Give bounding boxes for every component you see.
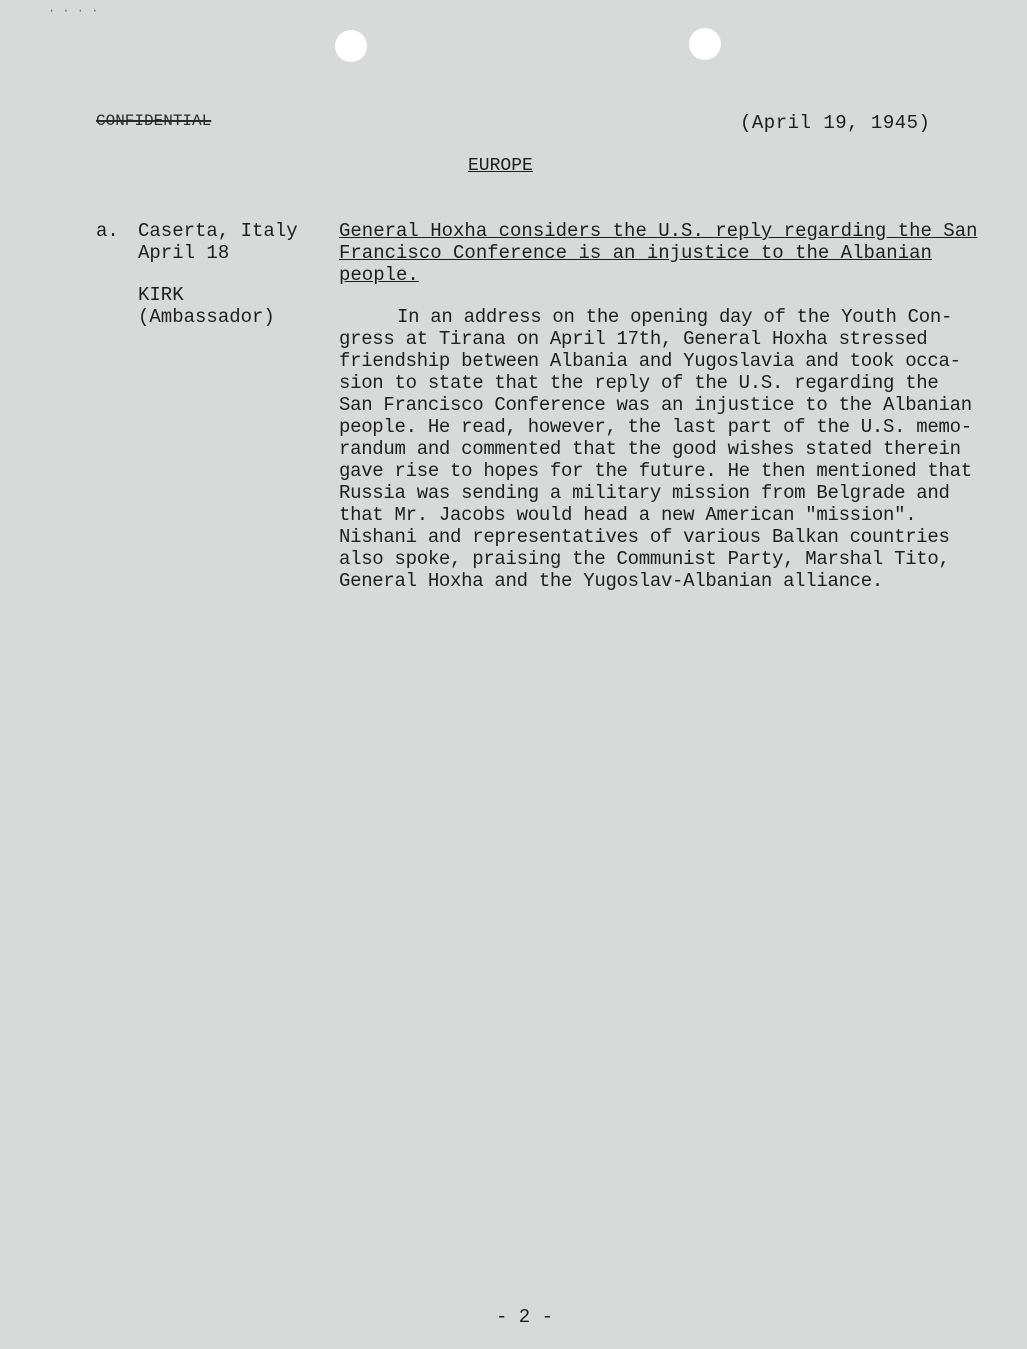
report-body [339, 306, 979, 592]
body-line: people. He read, however, the last part of the U.S. memo- [339, 416, 972, 438]
author-name: KIRK [138, 284, 184, 306]
page-number: - 2 - [496, 1306, 554, 1328]
section-title: EUROPE [468, 156, 533, 176]
punch-hole-right [689, 28, 721, 60]
body-line: In an address on the opening day of the Youth Con- [397, 306, 953, 328]
report-headline [339, 220, 979, 286]
body-line: General Hoxha and the Yugoslav-Albanian alliance. [339, 570, 883, 592]
item-letter: a. [96, 220, 119, 242]
struck-classification-text: CONFIDENTIAL [96, 112, 212, 130]
source-location: Caserta, Italy [138, 220, 298, 242]
body-line: San Francisco Conference was an injustice to the Albanian [339, 394, 972, 416]
paper-speck-marks: · · · · [48, 4, 99, 18]
body-line: gress at Tirana on April 17th, General Hoxha stressed [339, 328, 928, 350]
report-column [339, 220, 979, 592]
document-date: (April 19, 1945) [740, 112, 931, 134]
body-line: randum and commented that the good wishes stated therein [339, 438, 961, 460]
body-line: friendship between Albania and Yugoslavia and took occa- [339, 350, 961, 372]
headline-line: General Hoxha considers the U.S. reply regarding the San [339, 220, 978, 242]
body-line: also spoke, praising the Communist Party, Marshal Tito, [339, 548, 950, 570]
body-line: Nishani and representatives of various Balkan countries [339, 526, 950, 548]
body-line: sion to state that the reply of the U.S. regarding the [339, 372, 939, 394]
author-title: (Ambassador) [138, 306, 275, 328]
body-line: Russia was sending a military mission from Belgrade and [339, 482, 950, 504]
body-line: that Mr. Jacobs would head a new American "mission". [339, 504, 917, 526]
headline-line: Francisco Conference is an injustice to the Albanian [339, 242, 932, 264]
source-column [138, 220, 298, 328]
source-date: April 18 [138, 242, 230, 264]
punch-hole-left [335, 30, 367, 62]
headline-line: people. [339, 264, 419, 286]
classification-marking [96, 112, 211, 130]
body-line: gave rise to hopes for the future. He then mentioned that [339, 460, 972, 482]
